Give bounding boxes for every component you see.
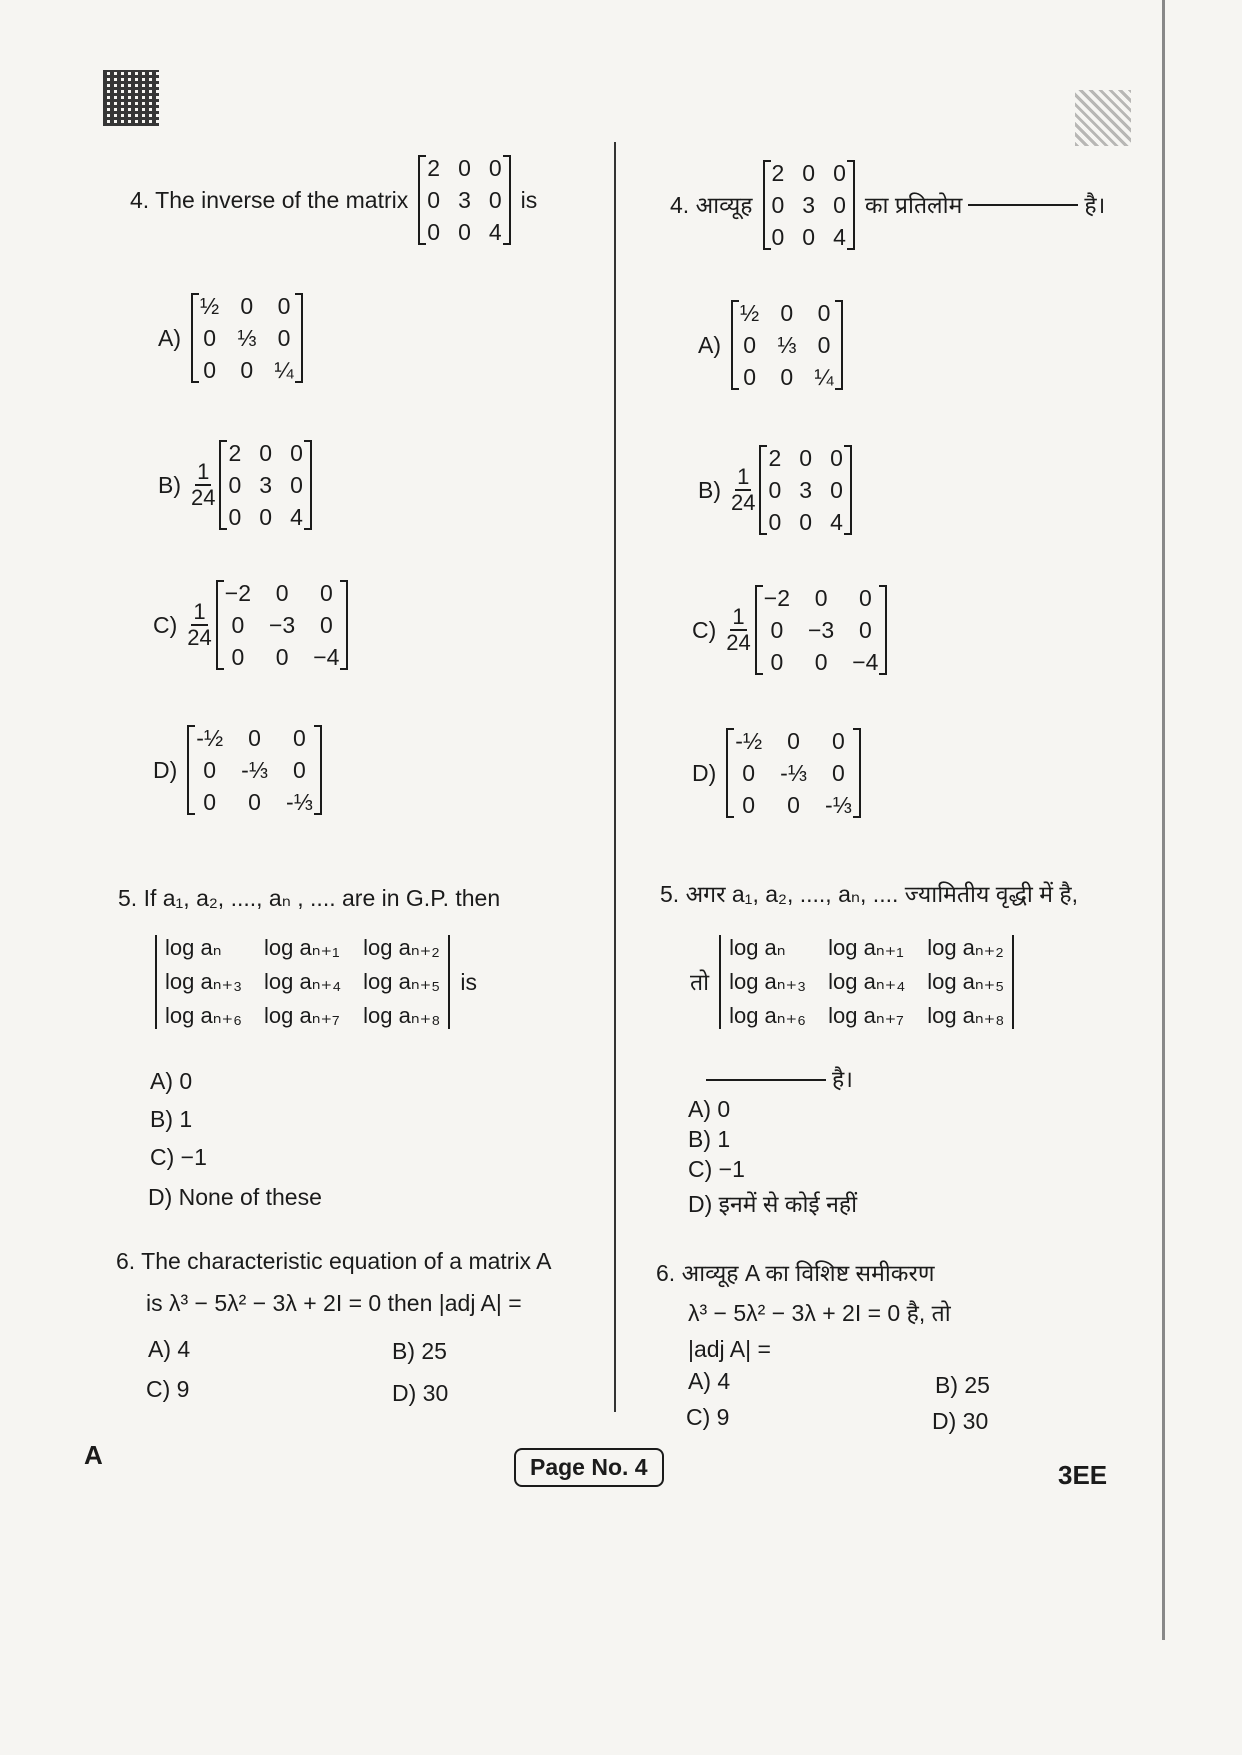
- right-q5-determinant-row: [690, 935, 1014, 1029]
- matrix-cell: 4: [290, 504, 303, 530]
- option-key: C): [692, 616, 717, 643]
- option-matrix: [726, 728, 861, 818]
- option-key: B): [158, 471, 181, 498]
- matrix-cell: 0: [259, 440, 273, 466]
- matrix-cell: log aₙ₊₅: [927, 969, 1005, 994]
- matrix-cell: 0: [833, 192, 846, 218]
- matrix-cell: 0: [203, 325, 216, 351]
- right-q6-option-d[interactable]: D) 30: [932, 1408, 989, 1434]
- matrix-cell: 0: [742, 760, 756, 786]
- matrix-cell: 0: [768, 509, 782, 535]
- right-q4-stem: [670, 160, 1105, 250]
- left-q5-determinant: [155, 935, 450, 1029]
- frac-num: 1: [193, 599, 206, 624]
- matrix-cell: -⅓: [824, 792, 852, 818]
- matrix-cell: 0: [277, 293, 291, 319]
- coefficient-fraction: [731, 465, 755, 515]
- option-key: A): [158, 324, 181, 351]
- matrix-cell: log aₙ₊₁: [264, 935, 340, 960]
- matrix-cell: 0: [817, 300, 831, 326]
- matrix-cell: 0: [319, 612, 333, 638]
- right-q6-option-c[interactable]: C) 9: [686, 1404, 730, 1430]
- coefficient-fraction: [726, 605, 750, 655]
- matrix-cell: -½: [196, 725, 224, 751]
- matrix-cell: log aₙ₊₇: [264, 1003, 340, 1028]
- matrix-cell: 0: [275, 644, 289, 670]
- right-q4-matrix: [763, 160, 855, 250]
- matrix-cell: 0: [427, 187, 441, 213]
- right-q6-option-a[interactable]: A) 4: [688, 1368, 731, 1394]
- matrix-cell: log aₙ₊₅: [363, 969, 441, 994]
- column-divider: [614, 142, 616, 1412]
- matrix-cell: 2: [771, 160, 785, 186]
- matrix-cell: 0: [830, 477, 843, 503]
- option-matrix: [731, 300, 843, 390]
- left-q6-option-c[interactable]: C) 9: [146, 1376, 190, 1402]
- option-key: A): [698, 331, 721, 358]
- matrix-cell: -⅓: [285, 789, 313, 815]
- frac-num: 1: [737, 464, 750, 489]
- right-q5-suffix-row: [700, 1068, 853, 1091]
- left-q4-option-c[interactable]: [153, 580, 348, 670]
- right-q5-option-b[interactable]: B) 1: [688, 1126, 731, 1152]
- matrix-cell: 0: [240, 293, 254, 319]
- matrix-cell: 0: [817, 332, 831, 358]
- matrix-cell: 0: [275, 580, 289, 606]
- matrix-cell: 0: [427, 219, 441, 245]
- option-matrix: [755, 585, 888, 675]
- page-edge: [1162, 0, 1165, 1640]
- matrix-cell: 0: [240, 357, 254, 383]
- matrix-cell: log aₙ₊₈: [363, 1003, 441, 1028]
- matrix-cell: 0: [831, 728, 845, 754]
- matrix-cell: ½: [200, 293, 220, 319]
- option-matrix: [759, 445, 851, 535]
- right-q5-determinant: [719, 935, 1014, 1029]
- matrix-cell: 0: [780, 300, 794, 326]
- matrix-cell: log aₙ₊₄: [264, 969, 342, 994]
- matrix-cell: 0: [228, 472, 242, 498]
- coefficient-fraction: [187, 600, 211, 650]
- matrix-cell: log aₙ₊₆: [729, 1003, 807, 1028]
- matrix-cell: 0: [771, 224, 785, 250]
- matrix-cell: 0: [770, 617, 784, 643]
- matrix-cell: 0: [292, 725, 306, 751]
- matrix-cell: log aₙ₊₃: [165, 969, 243, 994]
- matrix-cell: 0: [488, 155, 502, 181]
- matrix-cell: 0: [228, 504, 242, 530]
- matrix-cell: 0: [248, 725, 261, 751]
- matrix-cell: log aₙ₊₁: [828, 935, 904, 960]
- matrix-cell: 0: [743, 364, 756, 390]
- matrix-cell: 3: [802, 192, 816, 218]
- matrix-cell: 0: [771, 192, 785, 218]
- matrix-cell: 3: [259, 472, 273, 498]
- matrix-cell: log aₙ₊₃: [729, 969, 807, 994]
- matrix-cell: 0: [858, 617, 872, 643]
- option-key: D): [153, 756, 178, 783]
- right-q5-prefix: तो: [690, 968, 710, 995]
- right-q4-option-b[interactable]: [698, 445, 852, 535]
- matrix-cell: −2: [763, 585, 790, 611]
- matrix-cell: log aₙ₊₆: [165, 1003, 242, 1028]
- frac-num: 1: [197, 459, 210, 484]
- matrix-cell: 0: [203, 357, 216, 383]
- matrix-cell: 0: [814, 585, 828, 611]
- right-q5-option-d[interactable]: D) इनमें से कोई नहीं: [688, 1191, 858, 1217]
- matrix-cell: 0: [799, 445, 813, 471]
- right-q4-option-c[interactable]: [692, 585, 887, 675]
- left-q5-option-d[interactable]: D) None of these: [148, 1184, 322, 1210]
- right-q6-line2: λ³ − 5λ² − 3λ + 2I = 0 है, तो: [688, 1300, 951, 1326]
- right-q4-option-a[interactable]: [698, 300, 843, 390]
- option-key: D): [692, 759, 717, 786]
- matrix-cell: log aₙ: [729, 935, 786, 960]
- frac-den: 24: [191, 485, 216, 510]
- matrix-cell: 0: [488, 187, 502, 213]
- frac-num: 1: [732, 604, 745, 629]
- left-q5-suffix: is: [460, 968, 477, 995]
- matrix-cell: 0: [319, 580, 333, 606]
- right-q4-label: 4. आव्यूह: [670, 191, 753, 218]
- frac-den: 24: [187, 625, 212, 650]
- matrix-cell: 0: [277, 325, 291, 351]
- matrix-cell: 4: [830, 509, 843, 535]
- matrix-cell: log aₙ₊₈: [927, 1003, 1005, 1028]
- left-q4-matrix: [418, 155, 510, 245]
- left-q4-label: 4. The inverse of the matrix: [130, 186, 409, 213]
- matrix-cell: 0: [802, 160, 816, 186]
- matrix-cell: 2: [768, 445, 782, 471]
- matrix-cell: 0: [231, 612, 245, 638]
- matrix-cell: log aₙ₊₇: [828, 1003, 904, 1028]
- right-q4-suffix2: है।: [1084, 191, 1106, 218]
- option-key: C): [153, 611, 178, 638]
- qr-code-icon: [103, 70, 159, 126]
- left-q5-label: 5. If a₁, a₂, ...., aₙ , .... are in G.P. then: [118, 885, 501, 911]
- matrix-cell: ⅓: [237, 325, 257, 351]
- matrix-cell: 0: [290, 472, 303, 498]
- matrix-cell: −2: [224, 580, 251, 606]
- matrix-cell: 0: [858, 585, 872, 611]
- matrix-cell: 4: [833, 224, 846, 250]
- matrix-cell: log aₙ₊₂: [363, 935, 440, 960]
- matrix-cell: 0: [292, 757, 306, 783]
- left-q6-option-d[interactable]: D) 30: [392, 1380, 449, 1406]
- matrix-cell: 0: [802, 224, 816, 250]
- matrix-cell: 0: [203, 757, 217, 783]
- right-q5-suffix: है।: [832, 1066, 853, 1092]
- matrix-cell: -⅓: [241, 757, 268, 783]
- matrix-cell: log aₙ₊₄: [828, 969, 906, 994]
- matrix-cell: ½: [740, 300, 760, 326]
- right-q4-suffix: का प्रतिलोम: [864, 191, 963, 218]
- matrix-cell: ¼: [274, 357, 294, 383]
- right-q6-line1: 6. आव्यूह A का विशिष्ट समीकरण: [656, 1260, 935, 1286]
- matrix-cell: 4: [488, 219, 502, 245]
- matrix-cell: 0: [458, 219, 471, 245]
- matrix-cell: 0: [290, 440, 303, 466]
- matrix-cell: -½: [735, 728, 763, 754]
- matrix-cell: 0: [742, 792, 756, 818]
- matrix-cell: −3: [808, 617, 835, 643]
- answer-blank: [706, 1079, 826, 1081]
- matrix-cell: 0: [831, 760, 845, 786]
- left-q5-option-b[interactable]: B) 1: [150, 1106, 193, 1132]
- matrix-cell: 0: [799, 509, 813, 535]
- left-q4-suffix: is: [520, 186, 538, 213]
- matrix-cell: ⅓: [777, 332, 797, 358]
- matrix-cell: 0: [833, 160, 846, 186]
- matrix-cell: 0: [787, 792, 800, 818]
- frac-den: 24: [726, 630, 751, 655]
- right-q4-option-d[interactable]: [692, 728, 861, 818]
- left-q6-option-a[interactable]: A) 4: [148, 1336, 191, 1362]
- page-number: Page No. 4: [514, 1448, 664, 1487]
- right-q6-option-b[interactable]: B) 25: [935, 1372, 990, 1398]
- left-q4-option-a[interactable]: [158, 293, 303, 383]
- matrix-cell: 0: [768, 477, 782, 503]
- matrix-cell: 3: [458, 187, 471, 213]
- paper-code: 3EE: [1058, 1460, 1108, 1490]
- matrix-cell: 0: [203, 789, 217, 815]
- matrix-cell: −4: [313, 644, 340, 670]
- matrix-cell: 0: [743, 332, 756, 358]
- matrix-cell: 0: [259, 504, 273, 530]
- matrix-cell: −3: [269, 612, 296, 638]
- answer-blank: [968, 204, 1078, 206]
- matrix-cell: ¼: [814, 364, 834, 390]
- coefficient-fraction: [191, 460, 215, 510]
- set-code: A: [84, 1440, 103, 1470]
- matrix-cell: 0: [780, 364, 794, 390]
- left-q5-option-c[interactable]: C) −1: [150, 1144, 207, 1170]
- matrix-cell: 0: [231, 644, 245, 670]
- right-q5-option-a[interactable]: A) 0: [688, 1096, 731, 1122]
- matrix-cell: 0: [458, 155, 471, 181]
- matrix-cell: 0: [830, 445, 843, 471]
- left-q5-option-a[interactable]: A) 0: [150, 1068, 193, 1094]
- frac-den: 24: [731, 490, 756, 515]
- left-q4-stem: [130, 155, 537, 245]
- matrix-cell: −4: [852, 649, 879, 675]
- matrix-cell: 3: [799, 477, 813, 503]
- option-key: B): [698, 476, 721, 503]
- matrix-cell: 0: [770, 649, 784, 675]
- option-matrix: [191, 293, 303, 383]
- matrix-cell: 0: [787, 728, 800, 754]
- matrix-cell: -⅓: [780, 760, 807, 786]
- matrix-cell: log aₙ: [165, 935, 222, 960]
- qr-code-faint-icon: [1075, 90, 1131, 146]
- right-q5-option-c[interactable]: C) −1: [688, 1156, 745, 1182]
- matrix-cell: 2: [228, 440, 242, 466]
- matrix-cell: 2: [427, 155, 441, 181]
- option-matrix: [216, 580, 349, 670]
- left-q6-line2: is λ³ − 5λ² − 3λ + 2I = 0 then |adj A| =: [146, 1290, 522, 1316]
- option-matrix: [219, 440, 311, 530]
- right-q6-line3: |adj A| =: [688, 1336, 771, 1362]
- option-matrix: [187, 725, 322, 815]
- left-q6-line1: 6. The characteristic equation of a matrix A: [116, 1248, 552, 1274]
- right-q5-label: 5. अगर a₁, a₂, ...., aₙ, .... ज्यामितीय वृद्धी में है,: [660, 881, 1078, 907]
- left-q6-option-b[interactable]: B) 25: [392, 1338, 447, 1364]
- left-q5-determinant-row: [155, 935, 477, 1029]
- matrix-cell: 0: [248, 789, 261, 815]
- matrix-cell: 0: [814, 649, 828, 675]
- left-q4-option-d[interactable]: [153, 725, 322, 815]
- left-q4-option-b[interactable]: [158, 440, 312, 530]
- matrix-cell: log aₙ₊₂: [927, 935, 1004, 960]
